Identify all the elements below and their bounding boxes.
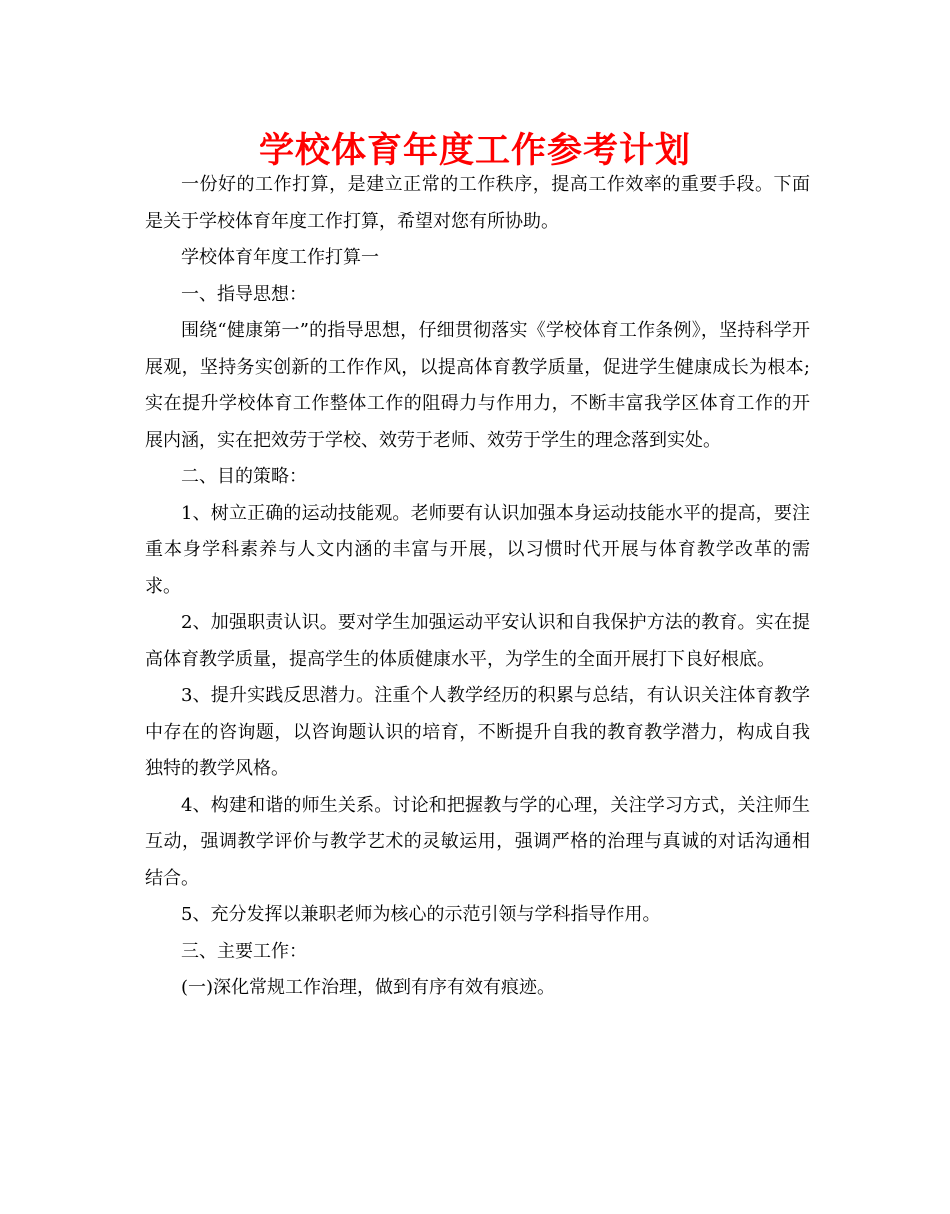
list-item-1: 1、树立正确的运动技能观。老师要有认识加强本身运动技能水平的提高，要注重本身学科素养与人文内涵的丰富与开展，以习惯时代开展与体育教学改革的需求。 (145, 502, 810, 597)
list-item-4: 4、构建和谐的师生关系。讨论和把握教与学的心理，关注学习方式，关注师生互动，强调教学评价与教学艺术的灵敏运用，强调严格的治理与真诚的对话沟通相结合。 (145, 794, 810, 889)
list-item-5: 5、充分发挥以兼职老师为核心的示范引领与学科指导作用。 (181, 904, 661, 925)
list-item-2: 2、加强职责认识。要对学生加强运动平安认识和自我保护方法的教育。实在提高体育教学质量，提高学生的体质健康水平，为学生的全面开展打下良好根底。 (145, 612, 810, 670)
intro-paragraph: 一份好的工作打算，是建立正常的工作秩序，提高工作效率的重要手段。下面是关于学校体育年度工作打算，希望对您有所协助。 (145, 174, 810, 232)
heading-goals-strategy: 二、目的策略： (181, 466, 307, 487)
heading-main-work: 三、主要工作： (181, 940, 307, 962)
paragraph-guiding-thought: 围绕“健康第一”的指导思想，仔细贯彻落实《学校体育工作条例》，坚持科学开展观，坚持务实创新的工作作风，以提高体育教学质量，促进学生健康成长为根本;实在提升学校体育工作整体工作的阻碍力与作用力，不断丰富我学区体育工作的开展内涵，实在把效劳于学校、效劳于老师、效劳于学生的理念落到实处。 (145, 320, 810, 451)
list-item-3: 3、提升实践反思潜力。注重个人教学经历的积累与总结，有认识关注体育教学中存在的咨询题，以咨询题认识的培育，不断提升自我的教育教学潜力，构成自我独特的教学风格。 (145, 685, 810, 779)
document-title: 学校体育年度工作参考计划 (258, 131, 691, 171)
section-heading-plan-one: 学校体育年度工作打算一 (181, 247, 379, 268)
heading-guiding-thought: 一、指导思想： (181, 283, 307, 305)
sub-item-1: (一)深化常规工作治理，做到有序有效有痕迹。 (181, 977, 556, 998)
document-body (145, 167, 810, 1007)
